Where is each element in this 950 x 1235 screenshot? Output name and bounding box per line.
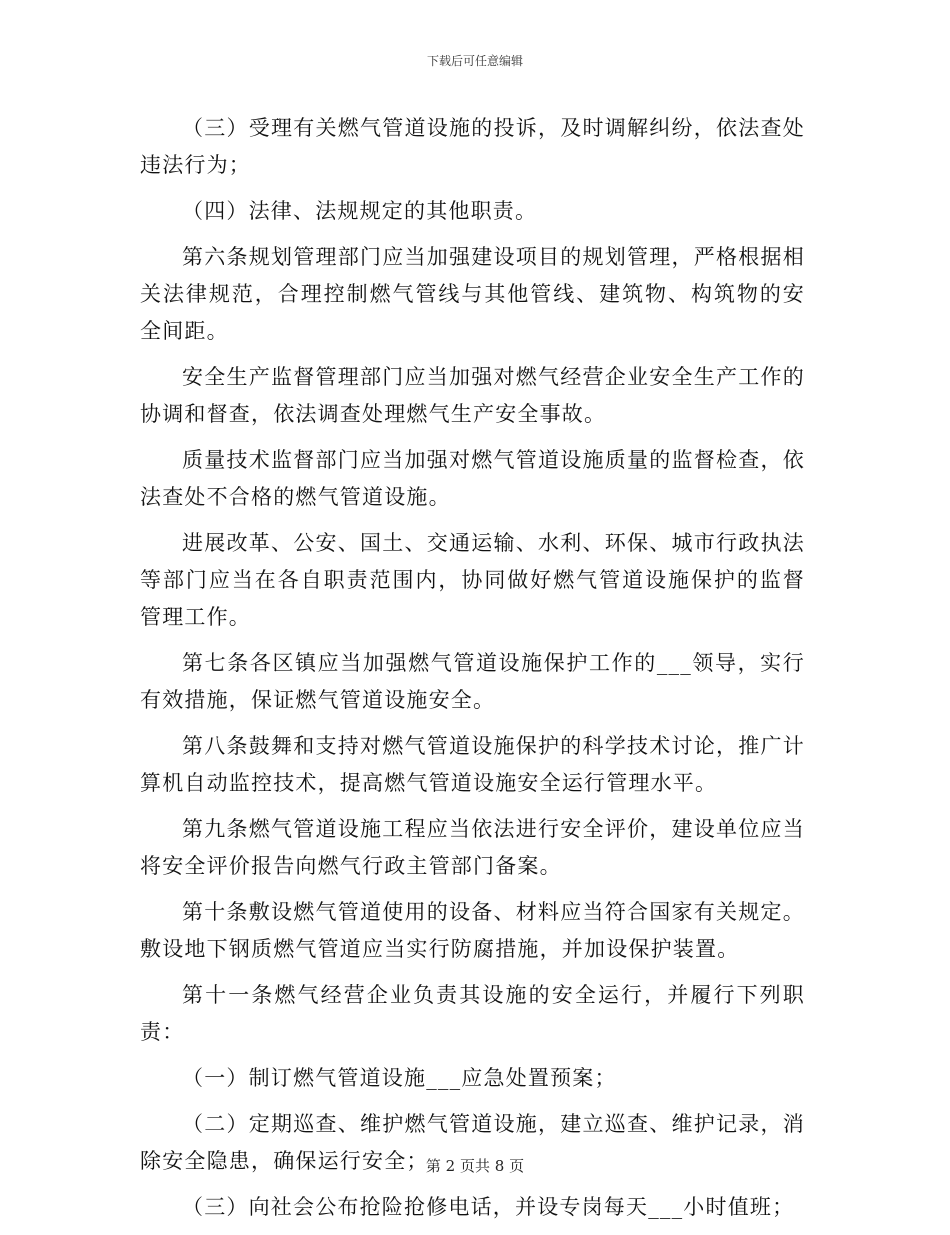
document-body <box>140 110 805 1235</box>
paragraph-safety-supervision: 安全生产监督管理部门应当加强对燃气经营企业安全生产工作的协调和督查，依法调查处理燃气生产安全事故。 <box>140 365 805 426</box>
paragraph-article-11-item-2: （二）定期巡查、维护燃气管道设施，建立巡查、维护记录，消除安全隐患，确保运行安全； <box>140 1112 805 1173</box>
paragraph-article-11-item-3: （三）向社会公布抢险抢修电话，并设专岗每天___小时值班； <box>182 1195 795 1219</box>
paragraph-article-9: 第九条燃气管道设施工程应当依法进行安全评价，建设单位应当将安全评价报告向燃气行政主管部门备案。 <box>140 817 805 878</box>
paragraph-article-6: 第六条规划管理部门应当加强建设项目的规划管理，严格根据相关法律规范，合理控制燃气管线与其他管线、建筑物、构筑物的安全间距。 <box>140 245 805 343</box>
paragraph-item-3-duty: （三）受理有关燃气管道设施的投诉，及时调解纠纷，依法查处违法行为； <box>140 116 805 177</box>
paragraph-article-10: 第十条敷设燃气管道使用的设备、材料应当符合国家有关规定。敷设地下钢质燃气管道应当实行防腐措施，并加设保护装置。 <box>140 900 805 961</box>
paragraph-article-8: 第八条鼓舞和支持对燃气管道设施保护的科学技术讨论，推广计算机自动监控技术，提高燃气管道设施安全运行管理水平。 <box>140 734 805 795</box>
paragraph-other-departments: 进展改革、公安、国土、交通运输、水利、环保、城市行政执法等部门应当在各自职责范围内，协同做好燃气管道设施保护的监督管理工作。 <box>140 531 805 629</box>
page-header: 下载后可任意编辑 <box>426 54 523 68</box>
paragraph-article-11: 第十一条燃气经营企业负责其设施的安全运行，并履行下列职责： <box>140 983 805 1044</box>
paragraph-article-7: 第七条各区镇应当加强燃气管道设施保护工作的___领导，实行有效措施，保证燃气管道设施安全。 <box>140 651 805 712</box>
paragraph-quality-supervision: 质量技术监督部门应当加强对燃气管道设施质量的监督检查，依法查处不合格的燃气管道设施。 <box>140 448 805 509</box>
paragraph-article-11-item-1: （一）制订燃气管道设施___应急处置预案； <box>182 1066 617 1090</box>
page-number-footer: 第 2 页共 8 页 <box>425 1157 525 1175</box>
paragraph-item-4-duty: （四）法律、法规规定的其他职责。 <box>182 199 538 223</box>
